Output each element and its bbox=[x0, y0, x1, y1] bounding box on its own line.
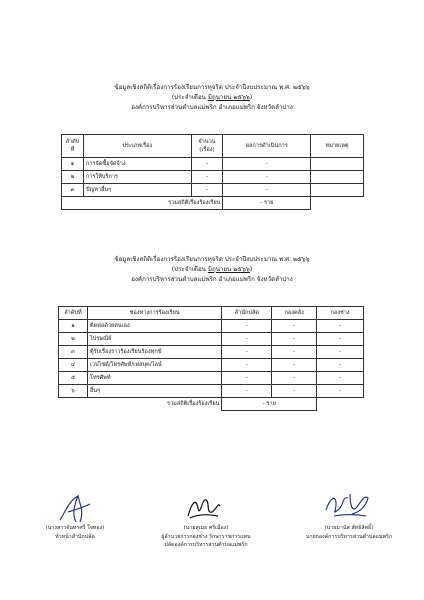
row-no: ๑ bbox=[59, 320, 88, 333]
row-no: ๓ bbox=[62, 184, 84, 197]
table-total-row bbox=[59, 398, 364, 411]
row-note bbox=[311, 171, 364, 184]
signature-block-right bbox=[284, 524, 414, 541]
row-finance: - bbox=[272, 333, 317, 346]
row-no: ๔ bbox=[59, 359, 88, 372]
row-finance: - bbox=[272, 359, 317, 372]
row-office: - bbox=[222, 385, 272, 398]
table-row bbox=[62, 184, 364, 197]
report2-month-suffix: ) bbox=[249, 266, 253, 273]
table-row bbox=[59, 320, 364, 333]
table-row bbox=[59, 333, 364, 346]
row-channel: เวปไซต์/โทรศัพท์/เฟสบุค/ไลน์ bbox=[87, 359, 221, 372]
header-result: ผลการดำเนินการ bbox=[223, 135, 311, 158]
row-engineering: - bbox=[317, 333, 364, 346]
row-result: - bbox=[223, 171, 311, 184]
total-empty-cell bbox=[311, 197, 364, 210]
row-engineering: - bbox=[317, 359, 364, 372]
row-engineering: - bbox=[317, 320, 364, 333]
row-engineering: - bbox=[317, 372, 364, 385]
table-row bbox=[59, 359, 364, 372]
signature-block-left bbox=[20, 524, 130, 541]
row-channel: อื่นๆ bbox=[87, 385, 221, 398]
row-finance: - bbox=[272, 372, 317, 385]
row-office: - bbox=[222, 359, 272, 372]
complaint-type-table bbox=[61, 134, 364, 210]
row-channel: โทรศัพท์ bbox=[87, 372, 221, 385]
signer-name: (นางสาวจันทาศรี ใจทอง) bbox=[45, 525, 105, 531]
report1-month: มิถุนายน ๒๕๖๖ bbox=[207, 94, 250, 101]
row-no: ๕ bbox=[59, 372, 88, 385]
signature-mark-center bbox=[182, 492, 224, 524]
signature-block-center bbox=[136, 524, 276, 550]
row-no: ๖ bbox=[59, 385, 88, 398]
signer-title-line2: ปลัดองค์การบริหารส่วนตำบลแม่พริก bbox=[164, 542, 248, 548]
table-row bbox=[62, 158, 364, 171]
row-office: - bbox=[222, 320, 272, 333]
signer-name: (นายสุเมธ ศรีเมือง) bbox=[183, 525, 229, 531]
row-finance: - bbox=[272, 320, 317, 333]
row-no: ๒ bbox=[59, 333, 88, 346]
complaint-channel-table bbox=[58, 306, 364, 411]
report1-month-suffix: ) bbox=[249, 94, 253, 101]
table-header-row bbox=[59, 307, 364, 320]
row-count: - bbox=[191, 171, 223, 184]
header-channel: ช่องทางการร้องเรียน bbox=[87, 307, 221, 320]
row-channel: ไปรษณีย์ bbox=[87, 333, 221, 346]
report2-month: มิถุนายน ๒๕๖๖ bbox=[207, 266, 250, 273]
report2-title-line3: องค์การบริหารส่วนตำบลแม่พริก อำเภอแม่พริก จังหวัดลำปาง bbox=[131, 276, 293, 283]
row-finance: - bbox=[272, 385, 317, 398]
report2-month-prefix: (ประจำเดือน bbox=[171, 266, 206, 273]
header-topic: ประเภทเรื่อง bbox=[83, 135, 191, 158]
row-note bbox=[311, 184, 364, 197]
total-empty-cell bbox=[317, 398, 364, 411]
signer-name: (นายมานัส สัทธิสิทธิ์) bbox=[324, 525, 374, 531]
report1-title-line2 bbox=[0, 93, 424, 103]
signature-mark-right bbox=[322, 488, 372, 522]
header-engineering: กองช่าง bbox=[317, 307, 364, 320]
header-office: สำนักปลัด bbox=[222, 307, 272, 320]
header-finance: กองคลัง bbox=[272, 307, 317, 320]
table-header-row bbox=[62, 135, 364, 158]
row-office: - bbox=[222, 372, 272, 385]
row-count: - bbox=[191, 184, 223, 197]
total-value: - ราย bbox=[222, 398, 317, 411]
table-row bbox=[59, 385, 364, 398]
report1-title-line1: ข้อมูลเชิงสถิติเรื่องการร้องเรียนการทุจริต ประจำปีงบประมาณ พ.ศ. ๒๕๖๖ bbox=[114, 84, 310, 91]
row-finance: - bbox=[272, 346, 317, 359]
table-row bbox=[62, 171, 364, 184]
table-row bbox=[59, 372, 364, 385]
row-channel: ตู้รับเรื่องราวร้องเรียนร้องทุกข์ bbox=[87, 346, 221, 359]
report1-heading bbox=[0, 83, 424, 113]
total-value: - ราย bbox=[223, 197, 311, 210]
report1-title-line3: องค์การบริหารส่วนตำบลแม่พริก อำเภอแม่พริก จังหวัดลำปาง bbox=[131, 104, 293, 111]
signer-title: นายกองค์การบริหารส่วนตำบลแม่พริก bbox=[305, 533, 393, 540]
total-label: รวมสถิติเรื่องร้องเรียน bbox=[167, 401, 220, 408]
table-row bbox=[59, 346, 364, 359]
row-no: ๑ bbox=[62, 158, 84, 171]
total-label: รวมสถิติเรื่องร้องเรียน bbox=[62, 197, 223, 210]
report2-title-line1: ข้อมูลเชิงสถิติเรื่องการร้องเรียนการทุจริต ประจำปีงบประมาณ พ.ศ. ๒๕๖๖ bbox=[114, 256, 310, 263]
row-office: - bbox=[222, 333, 272, 346]
row-engineering: - bbox=[317, 385, 364, 398]
header-no: ลำดับที่ bbox=[62, 135, 84, 158]
row-topic: ปัญหาอื่นๆ bbox=[83, 184, 191, 197]
row-topic: การให้บริการ bbox=[83, 171, 191, 184]
header-no: ลำดับที่ bbox=[59, 307, 88, 320]
row-note bbox=[311, 158, 364, 171]
row-engineering: - bbox=[317, 346, 364, 359]
row-topic: การจัดซื้อจัดจ้าง bbox=[83, 158, 191, 171]
row-result: - bbox=[223, 184, 311, 197]
report2-heading bbox=[0, 255, 424, 285]
row-count: - bbox=[191, 158, 223, 171]
row-no: ๓ bbox=[59, 346, 88, 359]
row-office: - bbox=[222, 346, 272, 359]
report2-title-line2 bbox=[0, 265, 424, 275]
row-result: - bbox=[223, 158, 311, 171]
row-no: ๒ bbox=[62, 171, 84, 184]
row-channel: ติดต่อด้วยตนเอง bbox=[87, 320, 221, 333]
report1-month-prefix: (ประจำเดือน bbox=[171, 94, 206, 101]
header-count: จำนวน (เรื่อง) bbox=[191, 135, 223, 158]
table-total-row bbox=[62, 197, 364, 210]
header-note: หมายเหตุ bbox=[311, 135, 364, 158]
signer-title: หัวหน้าสำนักปลัด bbox=[55, 533, 95, 540]
signature-mark-left bbox=[56, 492, 96, 526]
signer-title: ผู้อำนวยการกองช่าง รักษาราชการแทน bbox=[161, 533, 251, 540]
